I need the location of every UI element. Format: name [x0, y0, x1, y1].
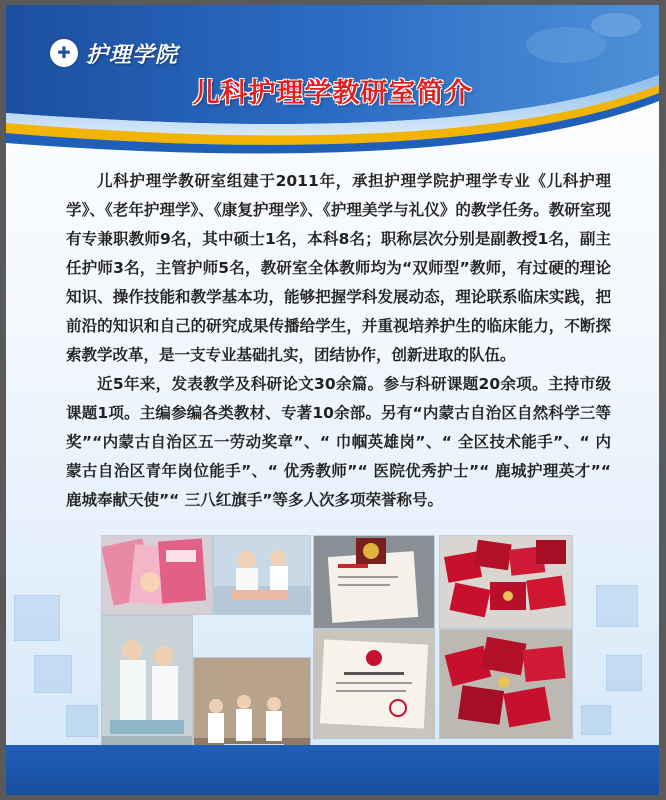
official-certificate-photo: [313, 629, 435, 739]
logo-text: 护理学院: [86, 41, 179, 68]
intro-paragraph-1: 儿科护理学教研室组建于2011年，承担护理学院护理学专业《儿科护理学》、《老年护理学》、《康复护理学》、《护理美学与礼仪》的教学任务。教研室现有专兼职教师9名，其中硕士1名，本科8名；职称层次分别是副教授1名，副主任护师3名，主管护师5名，教研室全体教师均为“双师型”教师，有过硬的理论知识、操作技能和教学基本功，能够把握学科发展动态，理论联系临床实践，把前沿的知识和自己的研究成果传播给学生，并重视培养护生的临床能力，不断探索教学改革，是一支专业基础扎实，团结协作，创新进取的队伍。: [66, 172, 611, 364]
nursing-practice-photo: [213, 535, 311, 615]
decor-square: [581, 705, 611, 735]
decor-square: [34, 655, 72, 693]
red-certificates-pile-photo: [439, 629, 573, 739]
award-certificate-medal-photo: [313, 535, 435, 629]
intro-paragraph-2: 近5年来，发表教学及科研论文30余篇。参与科研课题20余项。主持市级课题1项。主编参编各类教材、专著10余部。另有“内蒙古自治区自然科学三等奖”“内蒙古自治区五一劳动奖章”、“ 巾帼英雄岗”、“ 全区技术能手”、“ 内蒙古自治区青年岗位能手”、“ 优秀教师”“ 医院优秀护士”“ 鹿城护理英才”“ 鹿城奉献天使”“ 三八红旗手”等多人次多项荣誉称号。: [66, 375, 611, 509]
red-honor-certificates-photo: [439, 535, 573, 629]
school-logo: [48, 37, 178, 69]
bottom-bar: [6, 745, 659, 795]
intro-text: [66, 167, 611, 515]
decor-square: [596, 585, 638, 627]
decor-square: [66, 705, 98, 737]
decor-square: [14, 595, 60, 641]
poster: [6, 5, 659, 795]
textbooks-photo: [101, 535, 213, 615]
decor-square: [606, 655, 642, 691]
page-title: 儿科护理学教研室简介: [192, 78, 473, 109]
header-banner: [6, 5, 659, 165]
nursing-school-emblem-icon: ✚: [48, 37, 80, 69]
